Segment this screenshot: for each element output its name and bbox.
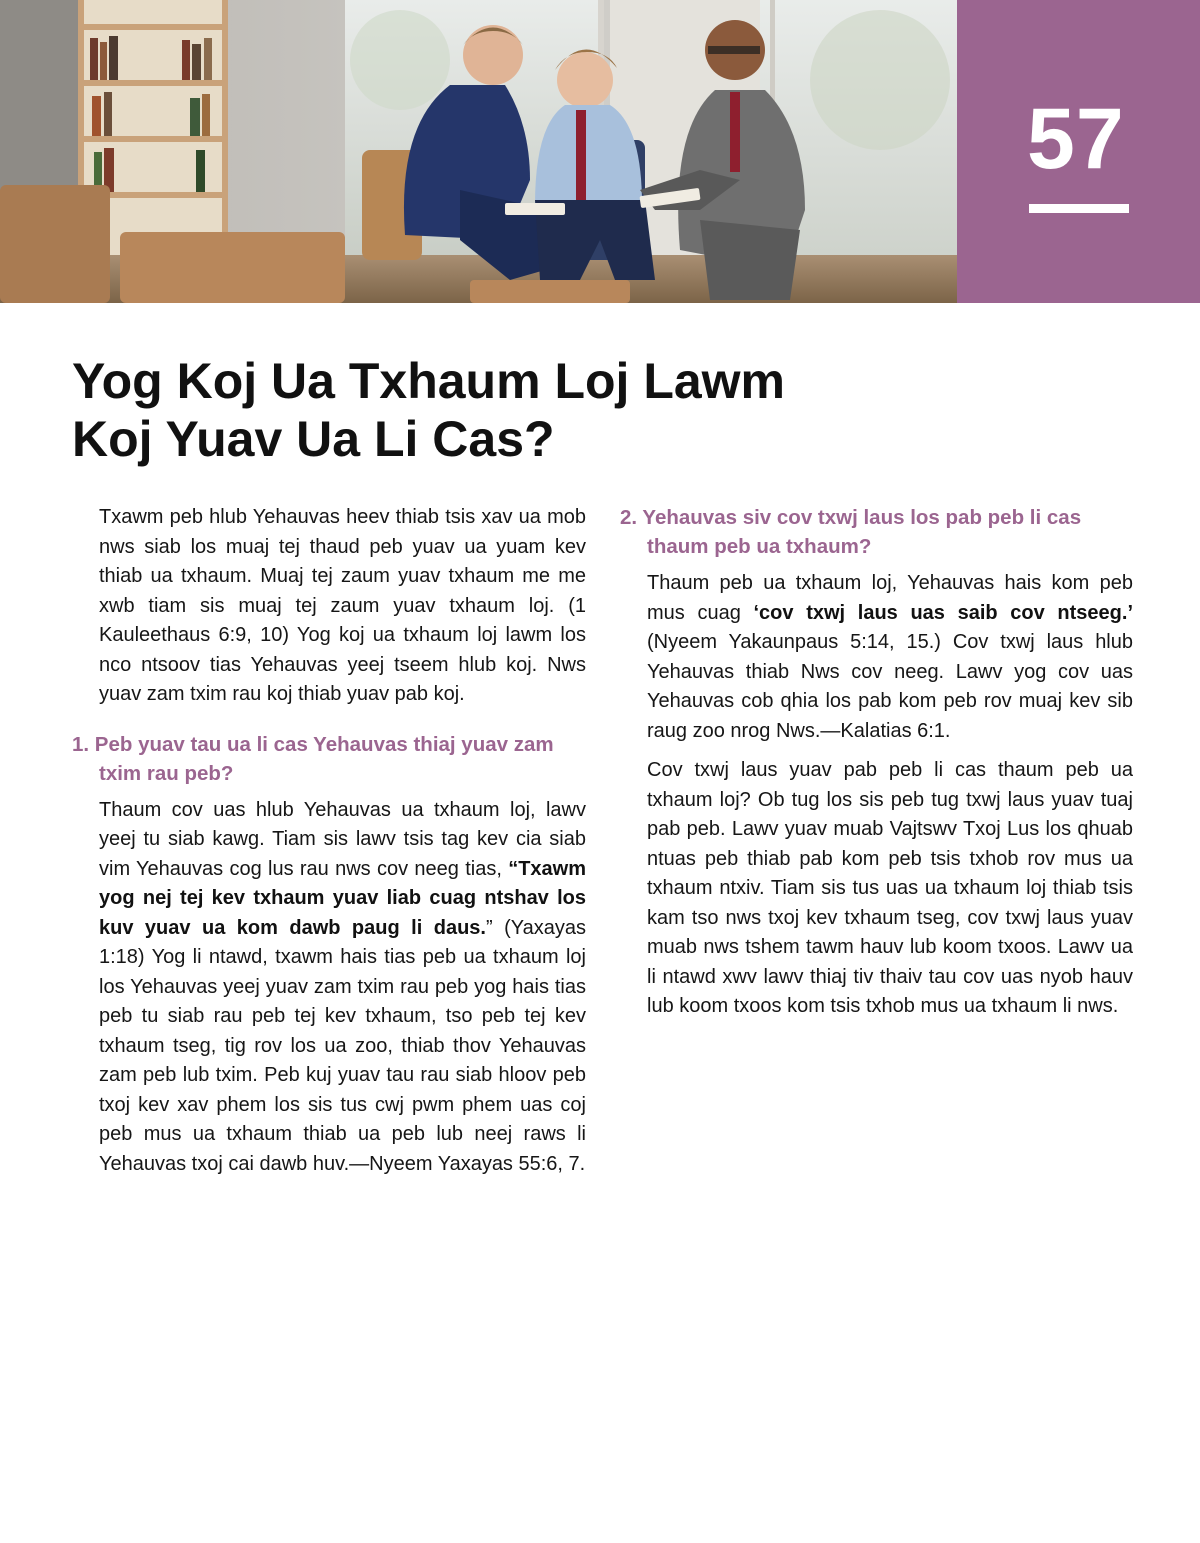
badge-underline <box>1029 204 1129 213</box>
question-2-heading: 2. Yehauvas siv cov txwj laus los pab peb li cas thaum peb ua txhaum? <box>620 506 1082 558</box>
right-column <box>620 503 1133 1032</box>
q2-scripture-quote: ‘cov txwj laus uas saib cov ntseeg.’ <box>753 601 1133 624</box>
q1-scripture-quote: “Txawm yog nej tej kev txhaum yuav liab cuag ntshav los kuv yuav ua kom dawb paug li daus. <box>99 857 586 939</box>
page-title <box>72 352 872 468</box>
header-photo <box>0 0 957 303</box>
left-column <box>72 503 586 1189</box>
title-line-1: Yog Koj Ua Txhaum Loj Lawm <box>72 353 786 409</box>
question-1-heading: 1. Peb yuav tau ua li cas Yehauvas thiaj yuav zam txim rau peb? <box>72 732 554 785</box>
q1-text-start: Thaum cov uas hlub Yehauvas ua txhaum loj, lawv yeej tu siab kawg. Tiam sis lawv tsis tag kev cia siab vim Yehauvas cog lus rau nws cov neeg tias, <box>99 798 586 880</box>
question-2-paragraph-1 <box>620 569 1133 746</box>
q2-text-end: (Nyeem Yakaunpaus 5:14, 15.) Cov txwj laus hlub Yehauvas thiab Nws cov neeg. Lawv yog cov uas Yehauvas cob qhia los pab kom peb rov muaj kev sib raug zoo nrog Nws.—Kalatias 6:1. <box>647 631 1133 742</box>
title-line-2: Koj Yuav Ua Li Cas? <box>72 411 555 467</box>
q2-text-start: Thaum peb ua txhaum loj, Yehauvas hais kom peb mus cuag <box>647 572 1133 624</box>
q1-text-end: ” (Yaxayas 1:18) Yog li ntawd, txawm hais tias peb ua txhaum loj los Yehauvas yeej yuav zam txim rau peb yog hais tias peb tu siab rau peb tej kev txhaum, tso peb tej kev txhaum tseg, tig rov los ua zoo, thiab thov Yehauvas zam peb lub txim. Peb kuj yuav tau rau siab hloov peb txoj kev xav phem los sis tus cwj pwm phem uas coj peb mus ua txhaum thiab ua peb lub neej raws li Yehauvas txoj cai dawb huv.—Nyeem Yaxayas 55:6, 7. <box>99 916 586 1175</box>
lesson-badge <box>957 0 1200 303</box>
lesson-number: 57 <box>1027 91 1125 187</box>
question-1-paragraph <box>72 796 586 1180</box>
question-2-paragraph-2: Cov txwj laus yuav pab peb li cas thaum peb ua txhaum loj? Ob tug los sis peb tug txwj laus yuav tuaj pab peb. Lawv yuav muab Vajtswv Txoj Lus los qhuab ntuas peb thiab pab kom peb tsis txhob rov mus ua txhaum ntxiv. Tiam sis tus uas ua txhaum loj thiab tsis kam tso nws txoj kev txhaum tseg, cov txwj laus yuav muab nws tshem tawm hauv lub koom txoos. Lawv ua li ntawd xwv lawv thiaj tiv thaiv tau cov uas nyob hauv lub koom txoos kom tsis txhob mus ua txhaum li nws. <box>647 759 1133 1017</box>
intro-paragraph: Txawm peb hlub Yehauvas heev thiab tsis xav ua mob nws siab los muaj tej thaud peb yuav ua yuam kev thiab ua txhaum. Muaj tej zaum yuav txhaum me me xwb tiam sis muaj tej zaum yuav txhaum loj. (1 Kauleethaus 6:9, 10) Yog koj ua txhaum loj lawm los nco ntsoov tias Yehauvas yeej tseem hlub koj. Nws yuav zam txim rau koj thiab yuav pab koj. <box>99 506 586 705</box>
